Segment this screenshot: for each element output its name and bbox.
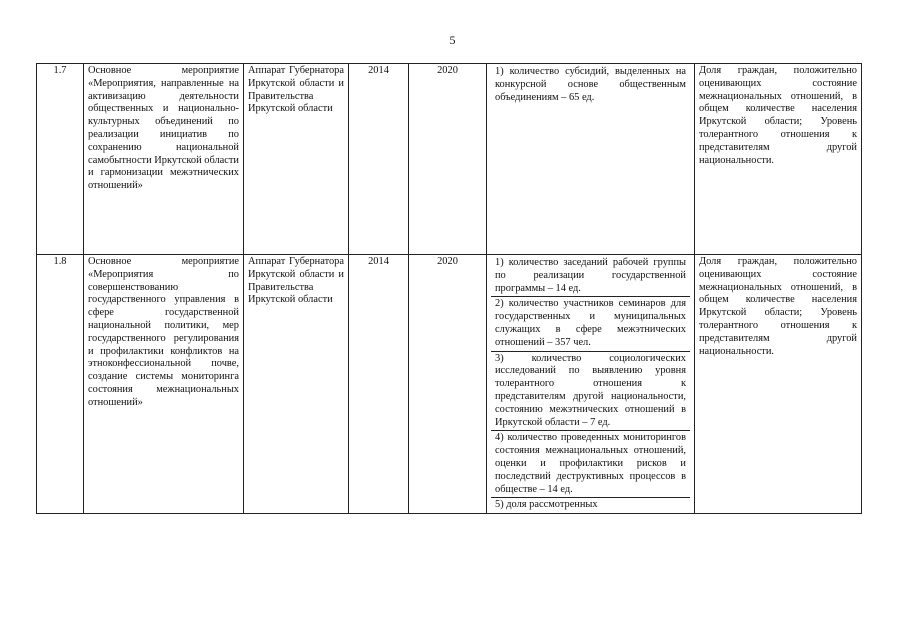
row-number: 1.8	[37, 255, 84, 514]
table-row	[37, 64, 862, 255]
indicator-item: 1) количество субсидий, выделенных на конкурсной основе общественным объединениям – 65 ед.	[495, 66, 686, 103]
indicator-item: 3) количество социологических исследований по выявлению уровня толерантного отношения к представителям другой национальности, состоянию межэтнических отношений в Иркутской области – 7 ед.	[491, 352, 690, 432]
activity-cell: Основное мероприятие «Мероприятия по совершенствованию государственного управления в сфере государственной национальной политики, мер государственного регулирования и профилактики конфликтов на этноконфессиональной почве, создание системы мониторинга состояния межнациональных отношений»	[84, 255, 244, 514]
indicator-item: 1) количество заседаний рабочей группы по реализации государственной программы – 14 ед.	[491, 256, 690, 297]
indicator-item: 5) доля рассмотренных	[495, 499, 598, 511]
program-table	[36, 63, 862, 514]
year-start-cell: 2014	[349, 255, 409, 514]
year-end-cell: 2020	[409, 64, 487, 255]
executor-cell: Аппарат Губернатора Иркутской области и Правительства Иркутской области	[244, 255, 349, 514]
activity-cell: Основное мероприятие «Мероприятия, направленные на активизацию деятельности общественных и национально-культурных объединений по реализации инициатив по сохранению национальной самобытности Иркутской области и гармонизации межэтнических отношений»	[84, 64, 244, 255]
indicators-cell	[487, 64, 695, 255]
indicator-item: 2) количество участников семинаров для государственных и муниципальных служащих в сфере межэтнических отношений – 357 чел.	[491, 297, 690, 351]
table-row	[37, 255, 862, 514]
row-number: 1.7	[37, 64, 84, 255]
indicator-item: 4) количество проведенных мониторингов состояния межнациональных отношений, оценки и профилактики рисков и последствий деструктивных процессов в обществе – 14 ед.	[491, 431, 690, 498]
indicators-cell	[487, 255, 695, 514]
year-end-cell: 2020	[409, 255, 487, 514]
executor-cell: Аппарат Губернатора Иркутской области и Правительства Иркутской области	[244, 64, 349, 255]
result-cell: Доля граждан, положительно оценивающих состояние межнациональных отношений, в общем количестве населения Иркутской области; Уровень толерантного отношения к представителям другой национальности.	[695, 255, 862, 514]
page-number: 5	[449, 33, 456, 47]
year-start-cell: 2014	[349, 64, 409, 255]
result-cell: Доля граждан, положительно оценивающих состояние межнациональных отношений, в общем количестве населения Иркутской области; Уровень толерантного отношения к представителям другой национальности.	[695, 64, 862, 255]
